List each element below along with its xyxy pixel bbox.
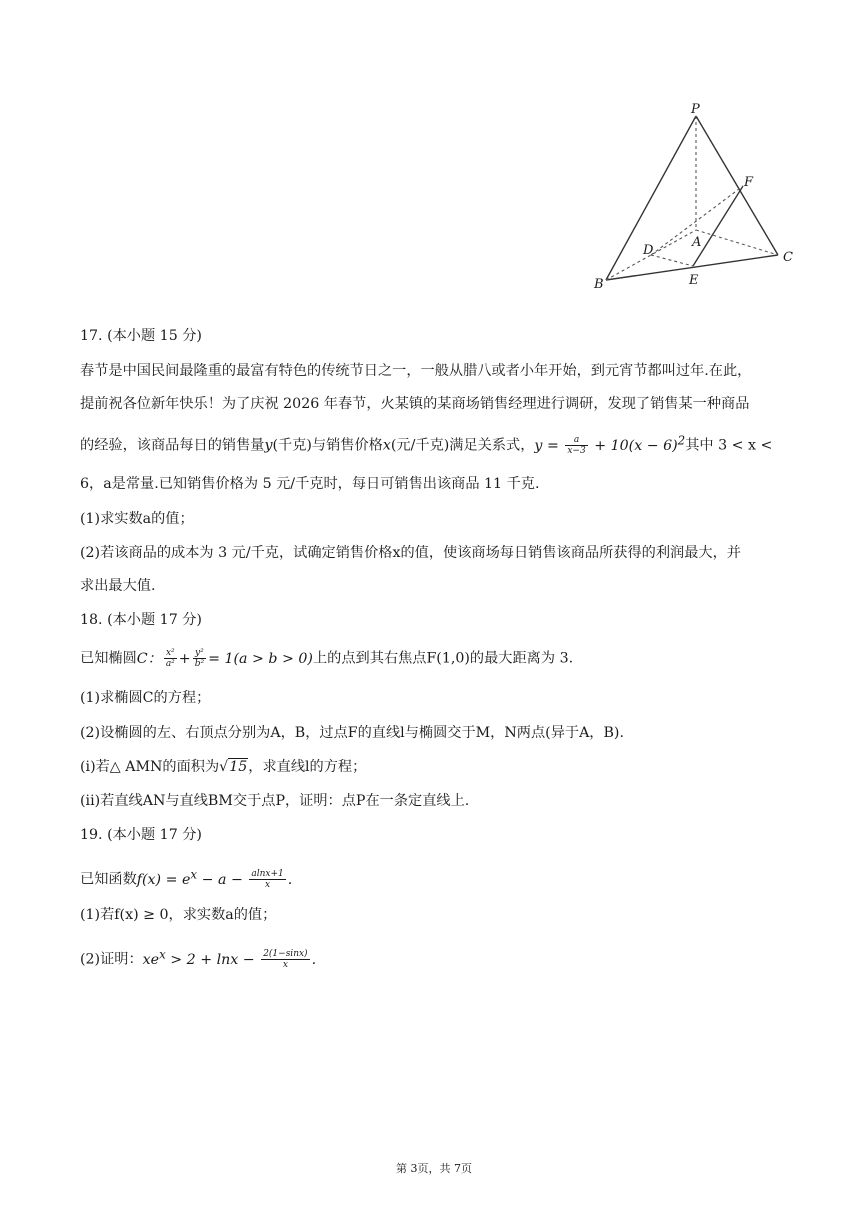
- q17-sub2a: (2)若该商品的成本为 3 元/千克，试确定销售价格x的值，使该商场每日销售该商品所获得的利润最大，并: [80, 545, 741, 561]
- q18-sub2i-b: ，求直线l的方程；: [248, 759, 367, 775]
- vertex-P-label: P: [691, 102, 700, 117]
- q18-header: 18. (本小题 17 分): [80, 612, 202, 628]
- sqrt-15: √15: [219, 759, 248, 775]
- q17-text-3c: (元/千克)满足关系式，: [390, 437, 535, 454]
- vertex-E-label: E: [689, 273, 699, 288]
- vertex-F-label: F: [744, 175, 754, 190]
- q18-text-1a: 已知椭圆: [80, 650, 137, 667]
- pyramid-diagram: [588, 98, 798, 293]
- q17-sub2b: 求出最大值.: [80, 578, 156, 594]
- vertex-C-label: C: [783, 250, 793, 265]
- q19-sub2-label: (2)证明：: [80, 951, 143, 968]
- q19-text-1a: 已知函数: [80, 871, 137, 888]
- q18-text-1: [80, 648, 573, 669]
- q17-text-3: 的经验，该商品每日的销售量y(千克)与销售价格x(元/千克)满足关系式，y = $\frac{a}{x-3}$ + $10(x - 6)^2$其中 3 < x <: [80, 433, 773, 457]
- q17-text-3a: 的经验，该商品每日的销售量: [80, 437, 265, 454]
- vertex-B-label: B: [594, 277, 604, 292]
- q19-inequality: $xe^x > 2 + \ln x$ − $\frac{2(1-\sin x)}{x}$ .: [142, 947, 317, 971]
- q18-text-1b: 上的点到其右焦点F(1,0)的最大距离为 3.: [312, 650, 574, 667]
- page-footer: 第 3页，共 7页: [396, 1162, 472, 1175]
- q17-text-1: 春节是中国民间最隆重的最富有特色的传统节日之一，一般从腊八或者小年开始，到元宵节都叫过年.在此，: [80, 363, 752, 379]
- segment-EF: [693, 186, 743, 266]
- q19-function-formula: $f(x) = e^x - a$ − $\frac{alnx+1}{x}$ .: [136, 867, 293, 891]
- vertex-A-label: A: [692, 235, 702, 250]
- q19-header: 19. (本小题 17 分): [80, 827, 202, 843]
- q17-text-2: 提前祝各位新年快乐！为了庆祝 2026 年春节，火某镇的某商场销售经理进行调研，发现了销售某一种商品: [80, 396, 750, 412]
- q18-sub1: (1)求椭圆C的方程；: [80, 690, 211, 706]
- q17-text-3b: (千克)与销售价格: [272, 437, 383, 454]
- q19-sub1: (1)若f(x) ≥ 0，求实数a的值；: [80, 907, 277, 923]
- q18-sub2i-a: (i)若△ AMN的面积为: [80, 759, 220, 775]
- segment-DE: [651, 255, 693, 266]
- q17-formula: y = $\frac{a}{x-3}$ + $10(x - 6)^2$: [534, 433, 686, 457]
- q17-text-3d: 其中 3 < x <: [685, 437, 773, 454]
- q18-sub2: (2)设椭圆的左、右顶点分别为A，B，过点F的直线l与椭圆交于M，N两点(异于A，B).: [80, 725, 624, 741]
- q18-sub2i: [80, 757, 366, 777]
- vertex-D-label: D: [643, 243, 654, 258]
- q19-sub2: [80, 944, 316, 970]
- q19-text-1: [80, 864, 292, 890]
- q18-ellipse-formula: C： $\frac{\text{x²}}{\text{a²}}$ + $\frac{\text{y²}}{\text{b²}}$ = 1(a > b > 0): [136, 648, 313, 669]
- pyramid-figure: [588, 98, 798, 293]
- q17-text-4: 6，a是常量.已知销售价格为 5 元/千克时，每日可销售出该商品 11 千克.: [80, 476, 540, 492]
- q17-sub1: (1)求实数a的值；: [80, 511, 194, 527]
- q17-header: 17. (本小题 15 分): [80, 328, 202, 344]
- q18-sub2ii: (ii)若直线AN与直线BM交于点P，证明：点P在一条定直线上.: [80, 793, 470, 809]
